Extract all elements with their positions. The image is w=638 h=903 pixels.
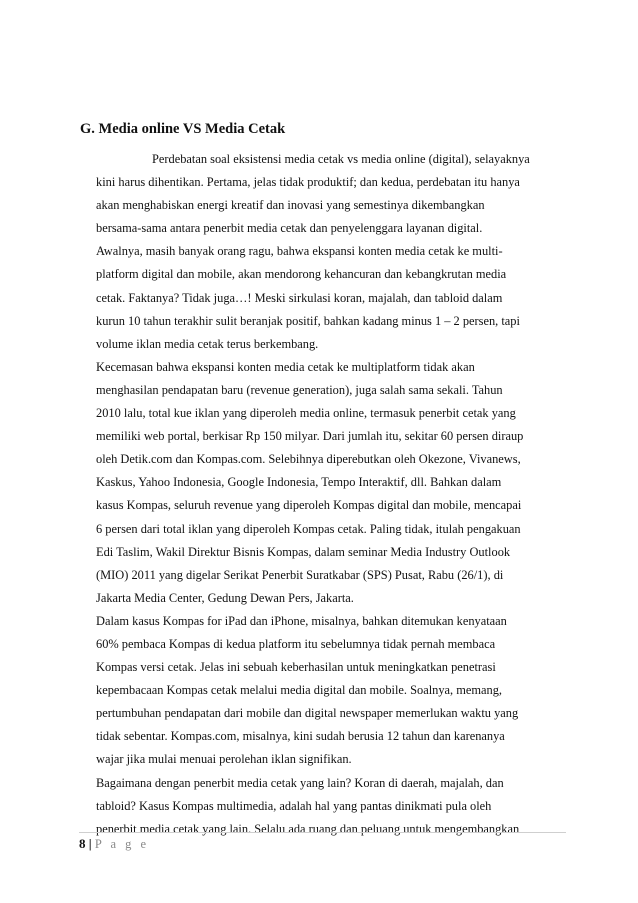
text-line: Kecemasan bahwa ekspansi konten media cetak ke multiplatform tidak akan [96,359,475,374]
text-line: kasus Kompas, seluruh revenue yang diperoleh Kompas digital dan mobile, mencapai [96,498,522,513]
text-line: wajar jika mulai menuai perolehan iklan signifikan. [96,752,352,767]
text-line: akan menghabiskan energi kreatif dan inovasi yang semestinya dikembangkan [96,198,485,213]
text-line: Edi Taslim, Wakil Direktur Bisnis Kompas, dalam seminar Media Industry Outlook [96,544,511,559]
text-line: kurun 10 tahun terakhir sulit beranjak positif, bahkan kadang minus 1 – 2 persen, tapi [96,313,520,328]
text-line: kini harus dihentikan. Pertama, jelas tidak produktif; dan kedua, perdebatan itu hanya [96,175,520,190]
body-text [96,148,566,841]
text-line: oleh Detik.com dan Kompas.com. Selebihnya diperebutkan oleh Okezone, Vivanews, [96,452,521,467]
text-line: Jakarta Media Center, Gedung Dewan Pers, Jakarta. [96,590,354,605]
text-line: Kaskus, Yahoo Indonesia, Google Indonesia, Tempo Interaktif, dll. Bahkan dalam [96,475,502,490]
text-line: tidak sebentar. Kompas.com, misalnya, kini sudah berusia 12 tahun dan karenanya [96,729,505,744]
text-line: menghasilan pendapatan baru (revenue generation), juga salah sama sekali. Tahun [96,382,503,397]
text-line: 6 persen dari total iklan yang diperoleh Kompas cetak. Paling tidak, itulah pengakuan [96,521,521,536]
text-line: platform digital dan mobile, akan mendorong kehancuran dan kebangkrutan media [96,267,507,282]
text-line: volume iklan media cetak terus berkembang. [96,336,319,351]
section-heading: G. Media online VS Media Cetak [80,121,286,137]
text-line: 60% pembaca Kompas di kedua platform itu sebelumnya tidak pernah membaca [96,636,496,651]
footer-divider [79,832,566,833]
text-line: (MIO) 2011 yang digelar Serikat Penerbit Suratkabar (SPS) Pusat, Rabu (26/1), di [96,567,504,582]
page-number: 8 [79,836,86,851]
text-line: pertumbuhan pendapatan dari mobile dan digital newspaper memerlukan waktu yang [96,706,519,721]
text-line: Perdebatan soal eksistensi media cetak vs media online (digital), selayaknya [152,152,530,166]
text-line: cetak. Faktanya? Tidak juga…! Meski sirkulasi koran, majalah, dan tabloid dalam [96,290,503,305]
text-line: penerbit media cetak yang lain. Selalu ada ruang dan peluang untuk mengembangkan [96,821,520,836]
text-line: Dalam kasus Kompas for iPad dan iPhone, misalnya, bahkan ditemukan kenyataan [96,613,507,628]
text-line: 2010 lalu, total kue iklan yang diperoleh media online, termasuk penerbit cetak yang [96,406,516,421]
page-label: P a g e [94,837,150,851]
footer-separator: | [88,836,92,851]
text-line: Bagaimana dengan penerbit media cetak yang lain? Koran di daerah, majalah, dan [96,775,504,790]
text-line: memiliki web portal, berkisar Rp 150 milyar. Dari jumlah itu, sekitar 60 persen diraup [96,429,524,444]
text-line: kepembacaan Kompas cetak melalui media digital dan mobile. Soalnya, memang, [96,683,503,698]
page-footer [79,836,149,852]
text-line: Kompas versi cetak. Jelas ini sebuah keberhasilan untuk meningkatkan penetrasi [96,660,496,675]
text-line: Awalnya, masih banyak orang ragu, bahwa ekspansi konten media cetak ke multi- [96,244,503,259]
text-line: bersama-sama antara penerbit media cetak dan penyelenggara layanan digital. [96,221,483,236]
text-line: tabloid? Kasus Kompas multimedia, adalah hal yang pantas dinikmati pula oleh [96,798,492,813]
